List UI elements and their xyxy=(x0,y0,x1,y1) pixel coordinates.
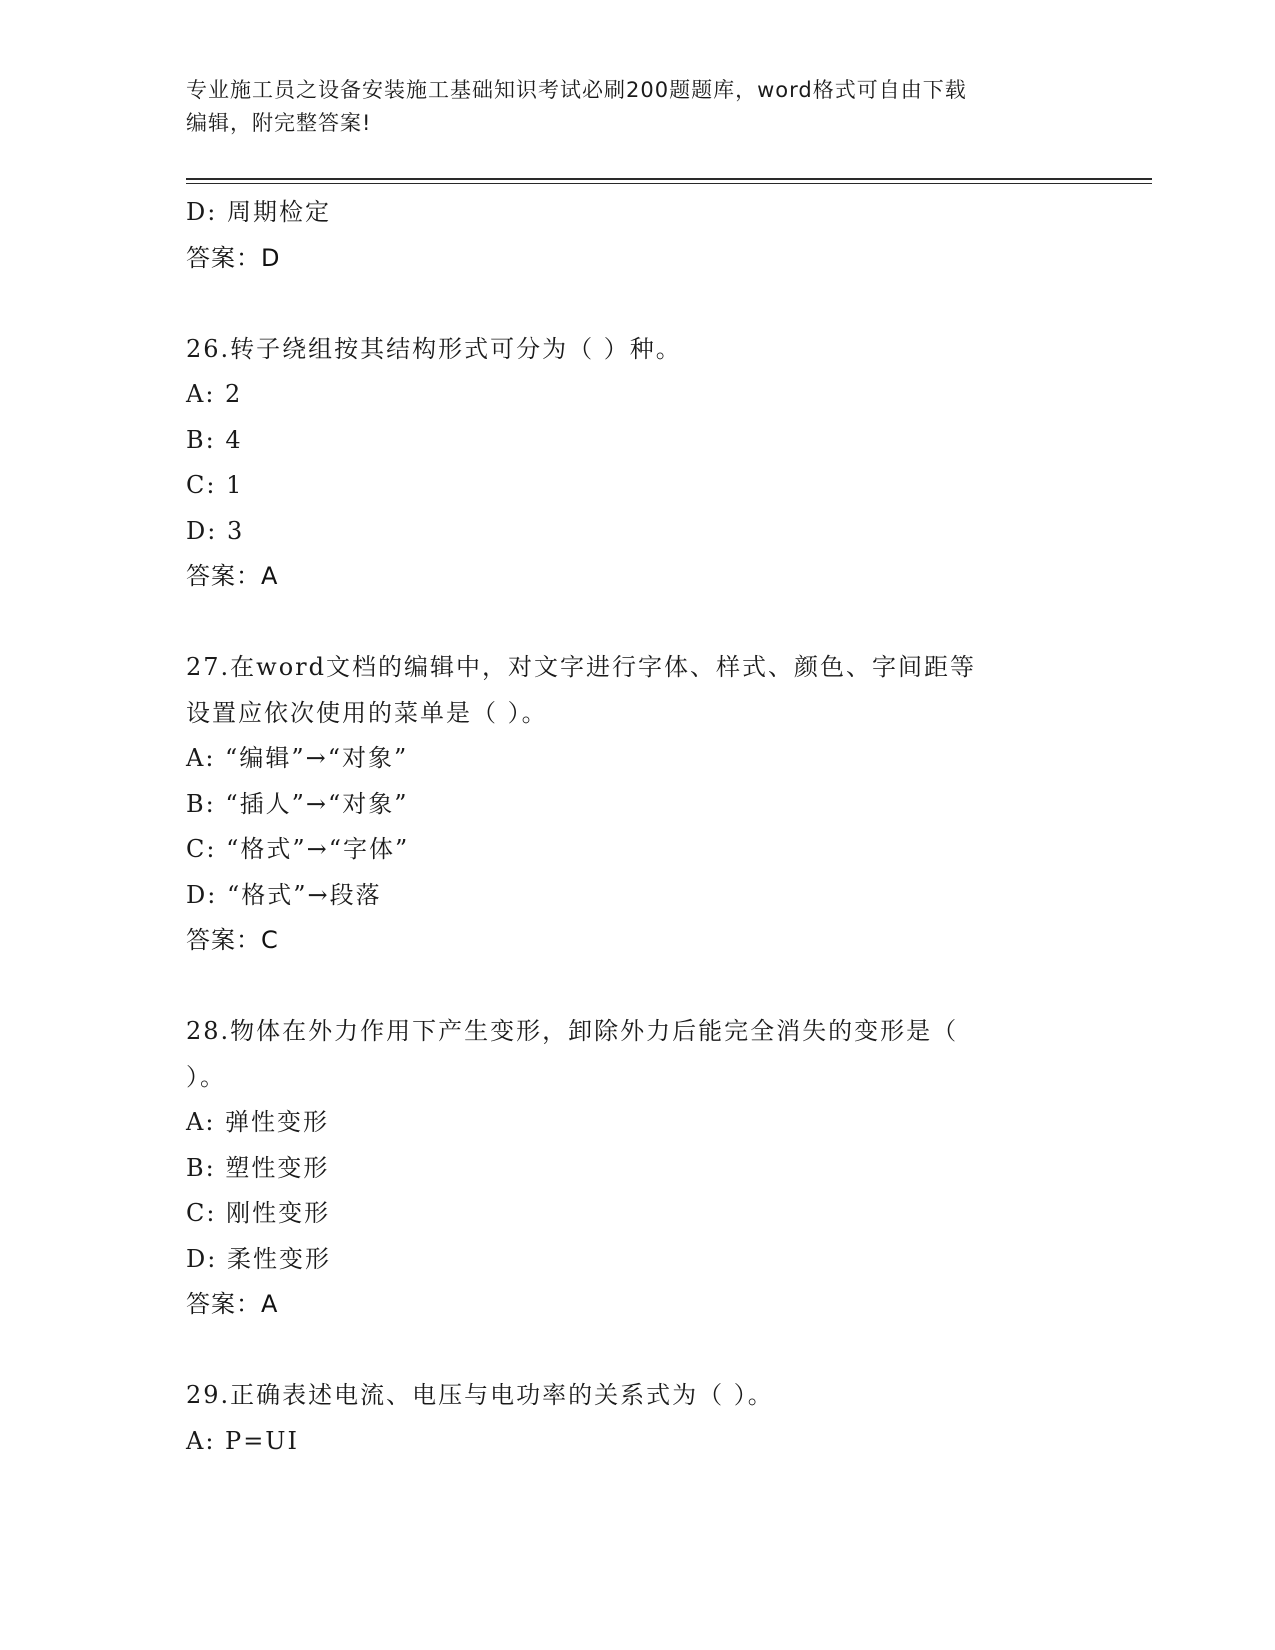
question-stem-line-1: 28.物体在外力作用下产生变形，卸除外力后能完全消失的变形是（ xyxy=(186,1017,959,1045)
header-divider-thick xyxy=(186,178,1152,180)
header-title-line-1: 专业施工员之设备安装施工基础知识考试必刷200题题库，word格式可自由下载 xyxy=(186,78,967,102)
option-a: A: 弹性变形 xyxy=(186,1108,330,1136)
question-stem: 29.正确表述电流、电压与电功率的关系式为（ ）。 xyxy=(186,1381,774,1409)
option-b: B: 4 xyxy=(186,425,243,454)
option-c: C: 1 xyxy=(186,471,244,499)
answer-label: 答案：A xyxy=(186,1290,279,1318)
option-b: B: 塑性变形 xyxy=(186,1153,330,1182)
question-25 xyxy=(186,190,1086,281)
option-d: D: “格式”→段落 xyxy=(186,880,382,909)
question-stem: 26.转子绕组按其结构形式可分为（ ）种。 xyxy=(186,334,682,363)
header-title-line-2: 编辑，附完整答案! xyxy=(186,111,372,135)
option-b: B: “插人”→“对象” xyxy=(186,789,409,818)
option-d: D: 柔性变形 xyxy=(186,1244,331,1273)
spacer xyxy=(186,964,1086,1010)
question-28 xyxy=(186,1009,1086,1328)
spacer xyxy=(186,1328,1086,1374)
option-a: A: “编辑”→“对象” xyxy=(186,744,409,772)
answer-label: 答案：C xyxy=(186,926,279,954)
question-29 xyxy=(186,1373,1086,1464)
option-d: D: 周期检定 xyxy=(186,198,331,226)
question-list xyxy=(186,190,1086,1464)
answer-label: 答案：D xyxy=(186,243,281,272)
question-stem-line-2: 设置应依次使用的菜单是（ ）。 xyxy=(186,698,548,727)
answer-label: 答案：A xyxy=(186,562,279,590)
option-c: C: “格式”→“字体” xyxy=(186,835,410,863)
option-a: A: 2 xyxy=(186,380,243,408)
option-d: D: 3 xyxy=(186,516,245,545)
header-divider-thin xyxy=(186,183,1152,184)
question-26 xyxy=(186,327,1086,600)
option-c: C: 刚性变形 xyxy=(186,1199,331,1227)
question-stem-line-2: ）。 xyxy=(186,1062,226,1091)
spacer xyxy=(186,281,1086,327)
spacer xyxy=(186,600,1086,646)
option-a: A: P=UI xyxy=(186,1426,300,1455)
document-header xyxy=(186,74,1086,140)
question-27 xyxy=(186,645,1086,964)
question-stem-line-1: 27.在word文档的编辑中，对文字进行字体、样式、颜色、字间距等 xyxy=(186,653,976,681)
